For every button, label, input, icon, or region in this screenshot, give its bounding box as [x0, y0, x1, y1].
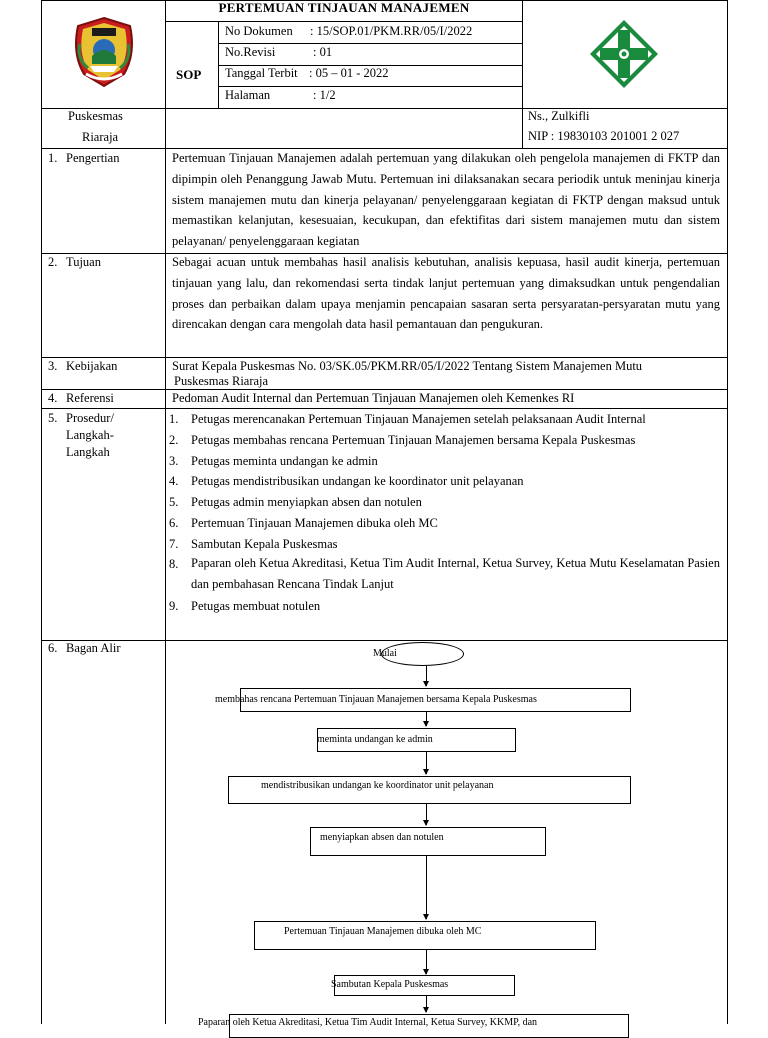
step-number: 6. — [169, 516, 179, 530]
flow-step-text: menyiapkan absen dan notulen — [320, 832, 444, 843]
org-name-line1: Puskesmas — [68, 109, 123, 123]
step-text: Sambutan Kepala Puskesmas — [191, 537, 338, 551]
section-number: 6. — [48, 641, 58, 655]
step-text: Petugas membahas rencana Pertemuan Tinjauan Manajemen bersama Kepala Puskesmas — [191, 433, 636, 447]
step-text: Pertemuan Tinjauan Manajemen dibuka oleh MC — [191, 516, 438, 530]
flow-step-text: meminta undangan ke admin — [317, 734, 433, 745]
flow-arrow — [426, 712, 427, 726]
puskesmas-logo — [586, 18, 662, 90]
meta-value-tanggal-terbit: : 05 – 01 - 2022 — [309, 66, 389, 80]
flow-arrow — [426, 804, 427, 825]
flow-start-label: Mulai — [373, 648, 397, 659]
meta-value-revisi: : 01 — [313, 45, 333, 59]
kebijakan-line2: Puskesmas Riaraja — [174, 374, 269, 388]
flow-arrow — [426, 996, 427, 1012]
referensi-text: Pedoman Audit Internal dan Pertemuan Tinjauan Manajemen oleh Kemenkes RI — [172, 391, 575, 405]
meta-value-no-dokumen: : 15/SOP.01/PKM.RR/05/I/2022 — [310, 24, 473, 38]
step-number: 7. — [169, 537, 179, 551]
signer-name: Ns., Zulkifli — [528, 109, 590, 123]
flow-step-text: Pertemuan Tinjauan Manajemen dibuka oleh MC — [284, 926, 482, 937]
meta-label-no-dokumen: No Dokumen — [225, 24, 293, 38]
meta-label-tanggal-terbit: Tanggal Terbit — [225, 66, 298, 80]
meta-label-revisi: No.Revisi — [225, 45, 276, 59]
step-text: Petugas admin menyiapkan absen dan notulen — [191, 495, 422, 509]
org-name-line2: Riaraja — [82, 130, 119, 144]
step-number: 1. — [169, 412, 179, 426]
flow-step-text: membahas rencana Pertemuan Tinjauan Manajemen bersama Kepala Puskesmas — [215, 694, 537, 705]
flow-step-1 — [215, 688, 631, 712]
section-label-langkah: Langkah- — [66, 428, 114, 442]
section-label-prosedur: Prosedur/ — [66, 411, 114, 425]
step-text: Petugas meminta undangan ke admin — [191, 454, 378, 468]
flow-step-2 — [317, 728, 516, 752]
section-number: 4. — [48, 391, 58, 405]
flow-arrow — [426, 666, 427, 686]
regional-emblem-logo — [66, 14, 142, 90]
flow-step-text: Sambutan Kepala Puskesmas — [331, 979, 449, 990]
step-number: 2. — [169, 433, 179, 447]
sop-label: SOP — [176, 67, 202, 82]
flow-step-text: mendistribusikan undangan ke koordinator unit pelayanan — [261, 780, 494, 791]
flow-step-5 — [254, 921, 596, 950]
flow-step-7 — [198, 1014, 629, 1038]
meta-value-halaman: : 1/2 — [313, 88, 336, 102]
section-label-tujuan: Tujuan — [66, 255, 101, 269]
step-number: 4. — [169, 474, 179, 488]
flow-step-3 — [228, 776, 631, 804]
flow-step-4 — [310, 827, 546, 856]
flow-arrow — [426, 752, 427, 774]
step-number: 9. — [169, 599, 179, 613]
step-number: 5. — [169, 495, 179, 509]
section-label-langkah2: Langkah — [66, 445, 110, 459]
section-label-referensi: Referensi — [66, 391, 114, 405]
signer-nip: NIP : 19830103 201001 2 027 — [528, 129, 680, 143]
step-text: Petugas membuat notulen — [191, 599, 321, 613]
step-number: 3. — [169, 454, 179, 468]
section-label-kebijakan: Kebijakan — [66, 359, 118, 373]
section-text-tujuan: Sebagai acuan untuk membahas hasil analisis kebutuhan, analisis kepuasa, hasil audit kinerja, pertemuan tinjauan yang lalu, dan rekomendasi serta tindak lanjut pertemuan yang dimaksudkan untuk pengendalian proses dan perbaikan dalam upaya menjamin pencapaian sasaran serta persyaratan-persyaratan mutu yang direncakan dengan cara mengolah data hasil pemantauan dan pengukuran. — [172, 255, 720, 332]
section-label-pengertian: Pengertian — [66, 151, 120, 165]
flow-step-text: Paparan oleh Ketua Akreditasi, Ketua Tim Audit Internal, Ketua Survey, KKMP, dan — [198, 1017, 538, 1028]
section-label-bagan-alir: Bagan Alir — [66, 641, 121, 655]
section-number: 1. — [48, 151, 58, 165]
section-number: 5. — [48, 411, 58, 425]
flow-arrow — [426, 856, 427, 919]
step-text: Petugas mendistribusikan undangan ke koordinator unit pelayanan — [191, 474, 524, 488]
document-title: PERTEMUAN TINJAUAN MANAJEMEN — [218, 0, 470, 15]
section-number: 3. — [48, 359, 58, 373]
meta-label-halaman: Halaman — [225, 88, 271, 102]
step-text: Paparan oleh Ketua Akreditasi, Ketua Tim Audit Internal, Ketua Survey, Ketua Mutu Keselamatan Pasien dan pembahasan Rencana Tindak Lanjut — [191, 556, 720, 591]
section-number: 2. — [48, 255, 58, 269]
kebijakan-line1: Surat Kepala Puskesmas No. 03/SK.05/PKM.RR/05/I/2022 Tentang Sistem Manajemen Mutu — [172, 359, 643, 373]
step-text: Petugas merencanakan Pertemuan Tinjauan Manajemen setelah pelaksanaan Audit Internal — [191, 412, 646, 426]
flow-arrow — [426, 950, 427, 974]
section-text-pengertian: Pertemuan Tinjauan Manajemen adalah pertemuan yang dilakukan oleh pengelola manajemen di FKTP dan dipimpin oleh Penanggung Jawab Mutu. Pertemuan ini dilaksanakan secara periodik untuk meninjau kinerja sistem manajemen mutu dan kinerja pelayanan/ penyelenggaraan kegiatan di FKTP dengan maksud untuk memastikan kelanjutan, kesesuaian, kecukupan, dan efektifitas dari sistem manajemen mutu dan sistem pelayanan/ penyelenggaraan kegiatan — [172, 151, 720, 249]
flow-step-6 — [331, 975, 515, 996]
step-number: 8. — [169, 557, 179, 571]
